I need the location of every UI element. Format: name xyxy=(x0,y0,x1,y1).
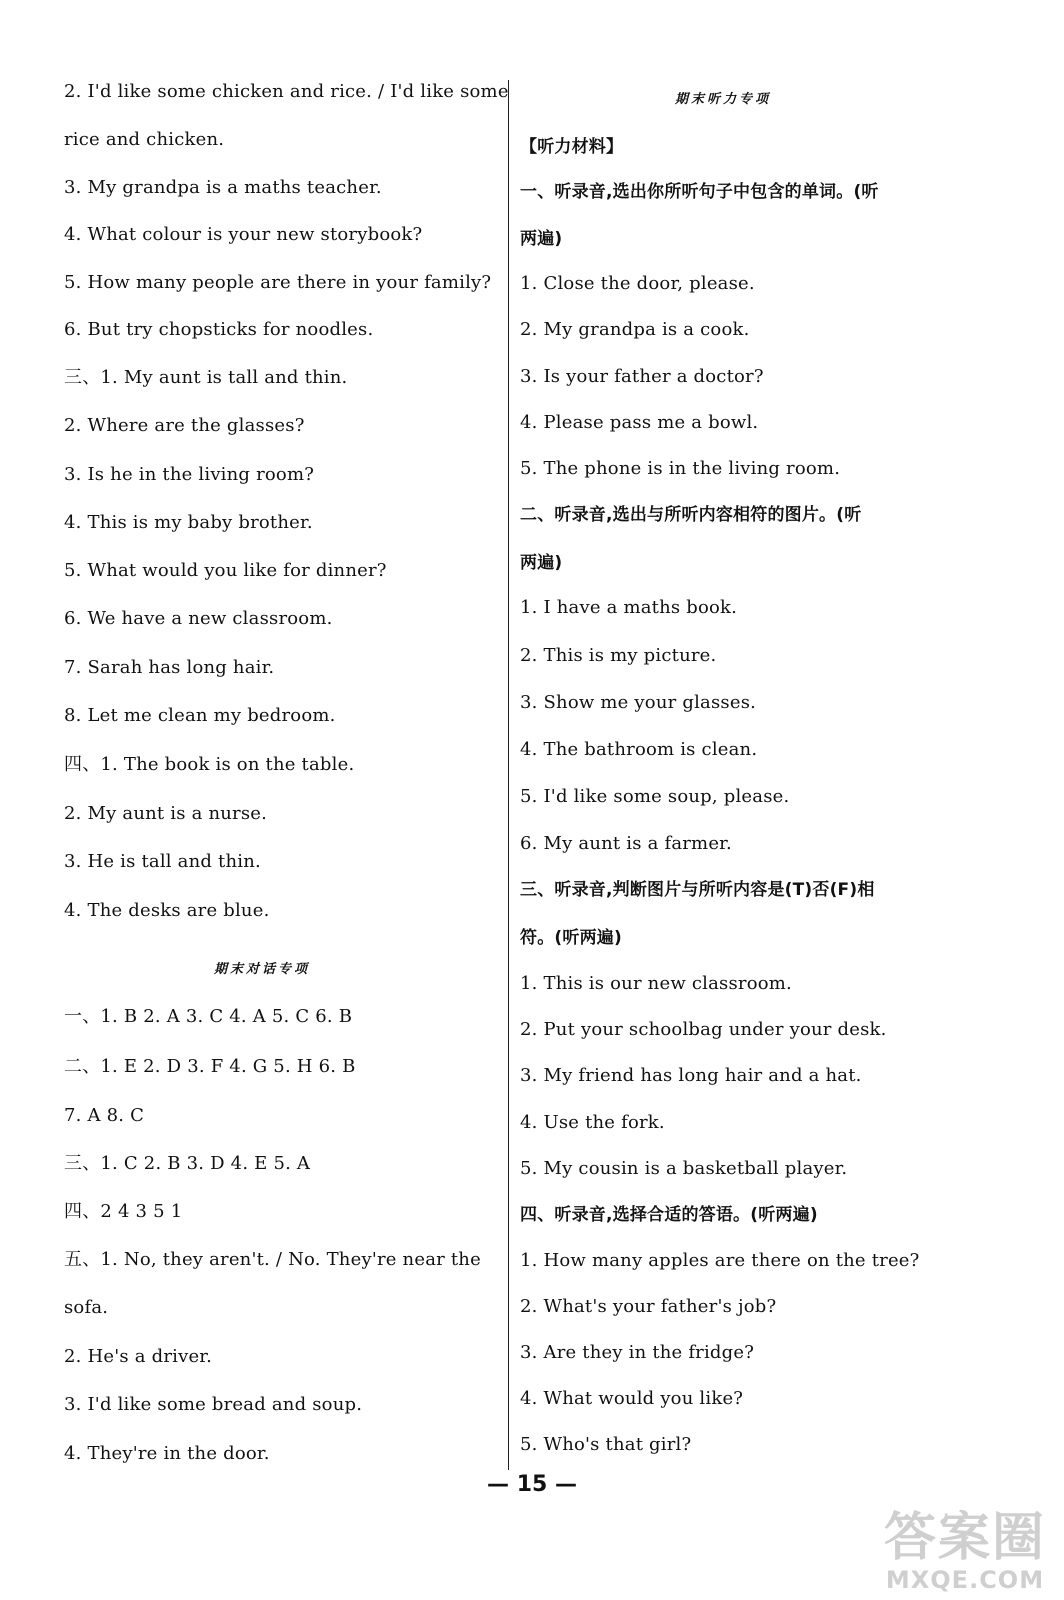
right-line: 1. This is our new classroom. xyxy=(520,973,792,994)
left-line: rice and chicken. xyxy=(64,129,225,150)
left-line: 5. How many people are there in your family? xyxy=(64,272,492,293)
left-line: 2. Where are the glasses? xyxy=(64,415,305,436)
right-line: 4. The bathroom is clean. xyxy=(520,739,758,760)
left-line: 4. They're in the door. xyxy=(64,1443,270,1464)
right-line: 【听力材料】 xyxy=(520,137,624,157)
watermark-logo xyxy=(884,1510,1046,1594)
right-line: 3. Show me your glasses. xyxy=(520,692,757,713)
left-line: 3. He is tall and thin. xyxy=(64,851,261,872)
right-line: 2. This is my picture. xyxy=(520,645,717,666)
right-line: 1. Close the door, please. xyxy=(520,273,755,294)
right-line: 2. What's your father's job? xyxy=(520,1296,777,1317)
left-line: 2. I'd like some chicken and rice. / I'd like some xyxy=(64,81,509,102)
watermark-url: MXQE.COM xyxy=(885,1566,1045,1594)
right-line: 5. My cousin is a basketball player. xyxy=(520,1158,848,1179)
left-line: 4. What colour is your new storybook? xyxy=(64,224,423,245)
left-line: 3. I'd like some bread and soup. xyxy=(64,1394,363,1415)
right-line: 两遍) xyxy=(520,229,563,249)
section-title-dialogue: 期末对话专项 xyxy=(214,962,311,977)
left-line: 7. A 8. C xyxy=(64,1105,145,1126)
right-line: 4. Use the fork. xyxy=(520,1112,665,1133)
left-line: 2. My aunt is a nurse. xyxy=(64,803,268,824)
left-line: 4. The desks are blue. xyxy=(64,900,270,921)
right-line: 3. Is your father a doctor? xyxy=(520,366,764,387)
right-line: 4. Please pass me a bowl. xyxy=(520,412,759,433)
left-line: 4. This is my baby brother. xyxy=(64,512,313,533)
left-line: 二、1. E 2. D 3. F 4. G 5. H 6. B xyxy=(64,1056,356,1077)
right-line: 一、听录音,选出你所听句子中包含的单词。(听 xyxy=(520,182,879,202)
right-line: 四、听录音,选择合适的答语。(听两遍) xyxy=(520,1205,818,1225)
left-line: 三、1. My aunt is tall and thin. xyxy=(64,367,348,388)
watermark-seal: 答案圈 xyxy=(883,1508,1046,1568)
right-line: 5. Who's that girl? xyxy=(520,1434,692,1455)
left-line: 一、1. B 2. A 3. C 4. A 5. C 6. B xyxy=(64,1006,353,1027)
right-line: 5. I'd like some soup, please. xyxy=(520,786,790,807)
right-line: 两遍) xyxy=(520,553,563,573)
left-line: 6. We have a new classroom. xyxy=(64,608,333,629)
left-line: 四、1. The book is on the table. xyxy=(64,754,355,775)
left-line: 5. What would you like for dinner? xyxy=(64,560,387,581)
right-line: 6. My aunt is a farmer. xyxy=(520,833,732,854)
right-line: 符。(听两遍) xyxy=(520,928,622,948)
column-divider xyxy=(508,80,509,1470)
left-line: 6. But try chopsticks for noodles. xyxy=(64,319,374,340)
right-line: 1. How many apples are there on the tree? xyxy=(520,1250,920,1271)
left-line: 三、1. C 2. B 3. D 4. E 5. A xyxy=(64,1153,311,1174)
right-line: 2. Put your schoolbag under your desk. xyxy=(520,1019,887,1040)
left-line: 8. Let me clean my bedroom. xyxy=(64,705,336,726)
right-line: 二、听录音,选出与所听内容相符的图片。(听 xyxy=(520,505,862,525)
left-line: 3. Is he in the living room? xyxy=(64,464,315,485)
right-line: 4. What would you like? xyxy=(520,1388,744,1409)
left-line: 四、2 4 3 5 1 xyxy=(64,1201,183,1222)
left-line: 3. My grandpa is a maths teacher. xyxy=(64,177,382,198)
section-title-listening: 期末听力专项 xyxy=(675,92,772,107)
right-line: 三、听录音,判断图片与所听内容是(T)否(F)相 xyxy=(520,880,875,900)
left-line: 五、1. No, they aren't. / No. They're near the xyxy=(64,1249,481,1270)
right-line: 2. My grandpa is a cook. xyxy=(520,319,750,340)
right-line: 1. I have a maths book. xyxy=(520,597,738,618)
page-number: — 15 — xyxy=(487,1472,577,1497)
left-line: 7. Sarah has long hair. xyxy=(64,657,275,678)
left-line: sofa. xyxy=(64,1297,109,1318)
right-line: 3. My friend has long hair and a hat. xyxy=(520,1065,862,1086)
right-line: 5. The phone is in the living room. xyxy=(520,458,841,479)
left-line: 2. He's a driver. xyxy=(64,1346,213,1367)
right-line: 3. Are they in the fridge? xyxy=(520,1342,755,1363)
